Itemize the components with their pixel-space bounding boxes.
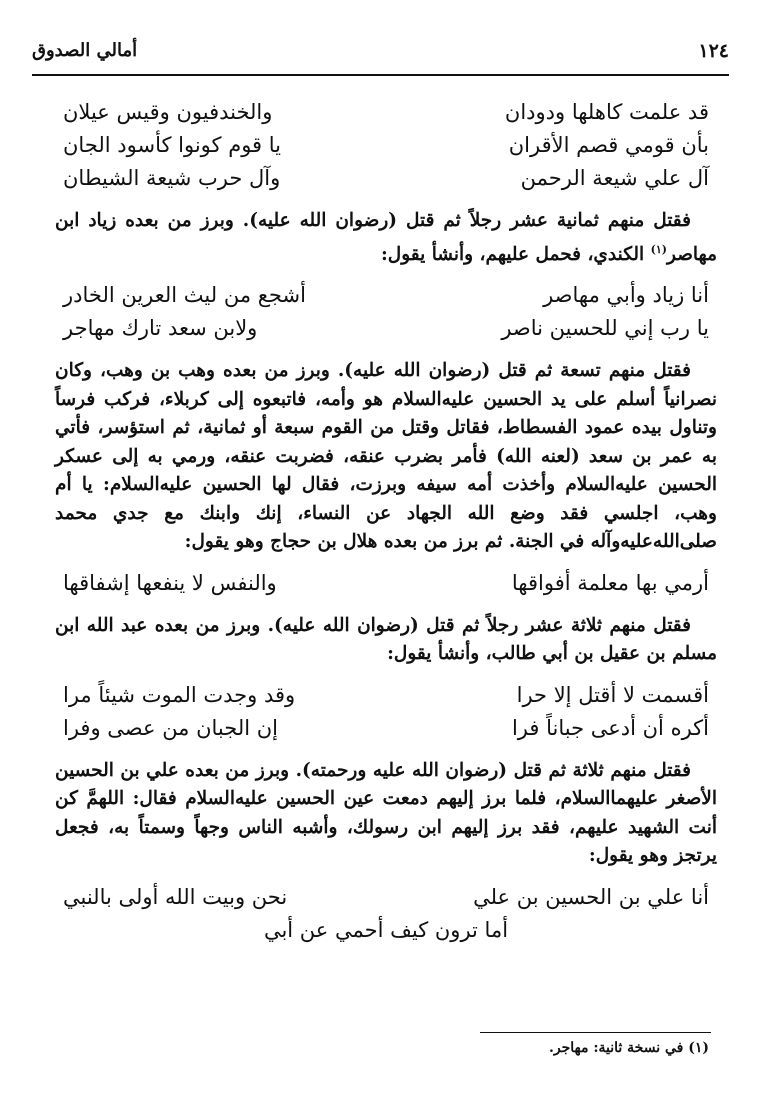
page-number: ١٢٤ (698, 40, 729, 62)
hemistich: أشجع من ليث العرين الخادر (63, 283, 306, 308)
hemistich: يا قوم كونوا كأسود الجان (63, 133, 282, 157)
poem-line (55, 162, 717, 195)
hemistich: ولابن سعد تارك مهاجر (63, 316, 258, 341)
paragraph (55, 357, 717, 557)
poem-line (55, 881, 717, 914)
hemistich: وآل حرب شيعة الشيطان (63, 166, 281, 190)
page-header (32, 32, 729, 72)
poem-block (55, 679, 717, 745)
hemistich: والنفس لا ينفعها إشفاقها (63, 570, 277, 595)
hemistich: أقسمت لا أقتل إلا حرا (516, 682, 709, 707)
poem-line (55, 129, 717, 162)
paragraph-text: فقتل منهم ثلاثة عشر رجلاً ثم قتل (رضوان الله عليه). وبرز من بعده عبد الله ابن مسلم بن عقيل بن أبي طالب، وأنشأ يقول: (55, 614, 717, 665)
hemistich: وقد وجدت الموت شيئاً مرا (63, 682, 296, 707)
hemistich: أنا زياد وأبي مهاصر (543, 283, 709, 308)
poem-line (55, 914, 717, 947)
paragraph-text: فقتل منهم تسعة ثم قتل (رضوان الله عليه). وبرز من بعده وهب بن وهب، وكان نصرانياً أسلم على يد الحسين عليه‌السلام هو وأمه، فاتبعوه إلى كربلاء، فركب فرساً وتناول بيده عمود الفسطاط، فقاتل وقتل من القوم سبعة أو ثمانية، ثم استؤسر، فأتي به عمر بن سعد (لعنه الله) فأمر بضرب عنقه، فضربت عنقه، ورمي به إلى عسكر الحسين عليه‌السلام وأخذت أمه سيفه وبرزت، فقال لها الحسين عليه‌السلام: يا أم وهب، اجلسي فقد وضع الله الجهاد عن النساء، إنك وابنك مع جدي محمد صلى‌الله‌عليه‌وآله في الجنة. ثم برز من بعده هلال بن حجاج وهو يقول: (55, 360, 717, 553)
footnote: (١) في نسخة ثانية: مهاجر. (549, 1040, 709, 1056)
paragraph-text: فقتل منهم ثلاثة ثم قتل (رضوان الله عليه ورحمته). وبرز من بعده علي بن الحسين الأصغر عليهما‌السلام، فلما برز إليهم دمعت عين الحسين عليه‌السلام فقال: اللهمَّ كن أنت الشهيد عليهم، فقد برز إليهم ابن رسولك، وأشبه الناس وجهاً وسمتاً به، فجعل يرتجز وهو يقول: (55, 759, 717, 867)
hemistich: آل علي شيعة الرحمن (520, 166, 709, 190)
hemistich: بأن قومي قصم الأقران (508, 133, 709, 157)
poem-line (55, 96, 717, 129)
paragraph-text: الكندي، فحمل عليهم، وأنشأ يقول: (380, 243, 651, 265)
poem-block (55, 279, 717, 345)
poem-line (55, 279, 717, 312)
paragraph-text: فقتل منهم ثمانية عشر رجلاً ثم قتل (رضوان الله عليه). وبرز من بعده زياد ابن مهاصر (55, 210, 717, 265)
footnote-reference: (١) (650, 242, 667, 256)
paragraph (55, 757, 717, 871)
poem-block (55, 881, 717, 947)
footnote-divider (480, 1032, 711, 1033)
hemistich: أنا علي بن الحسين بن علي (473, 884, 709, 909)
header-divider (32, 74, 729, 76)
running-title: أمالي الصدوق (32, 40, 138, 61)
paragraph (55, 207, 717, 269)
poem-line (55, 679, 717, 712)
poem-block (55, 96, 717, 195)
page-body (55, 96, 717, 947)
poem-block (55, 567, 717, 600)
poem-line (55, 312, 717, 345)
hemistich: نحن وبيت الله أولى بالنبي (63, 884, 288, 909)
hemistich: أما ترون كيف أحمي عن أبي (263, 917, 509, 942)
poem-line (55, 567, 717, 600)
paragraph (55, 612, 717, 669)
poem-line (55, 712, 717, 745)
hemistich: قد علمت كاهلها ودودان (504, 100, 709, 124)
hemistich: إن الجبان من عصى وفرا (63, 715, 278, 740)
hemistich: يا رب إني للحسين ناصر (501, 316, 709, 341)
hemistich: أرمي بها معلمة أفواقها (511, 570, 709, 595)
hemistich: أكره أن أدعى جباناً فرا (511, 715, 709, 740)
hemistich: والخندفيون وقيس عيلان (63, 100, 273, 124)
